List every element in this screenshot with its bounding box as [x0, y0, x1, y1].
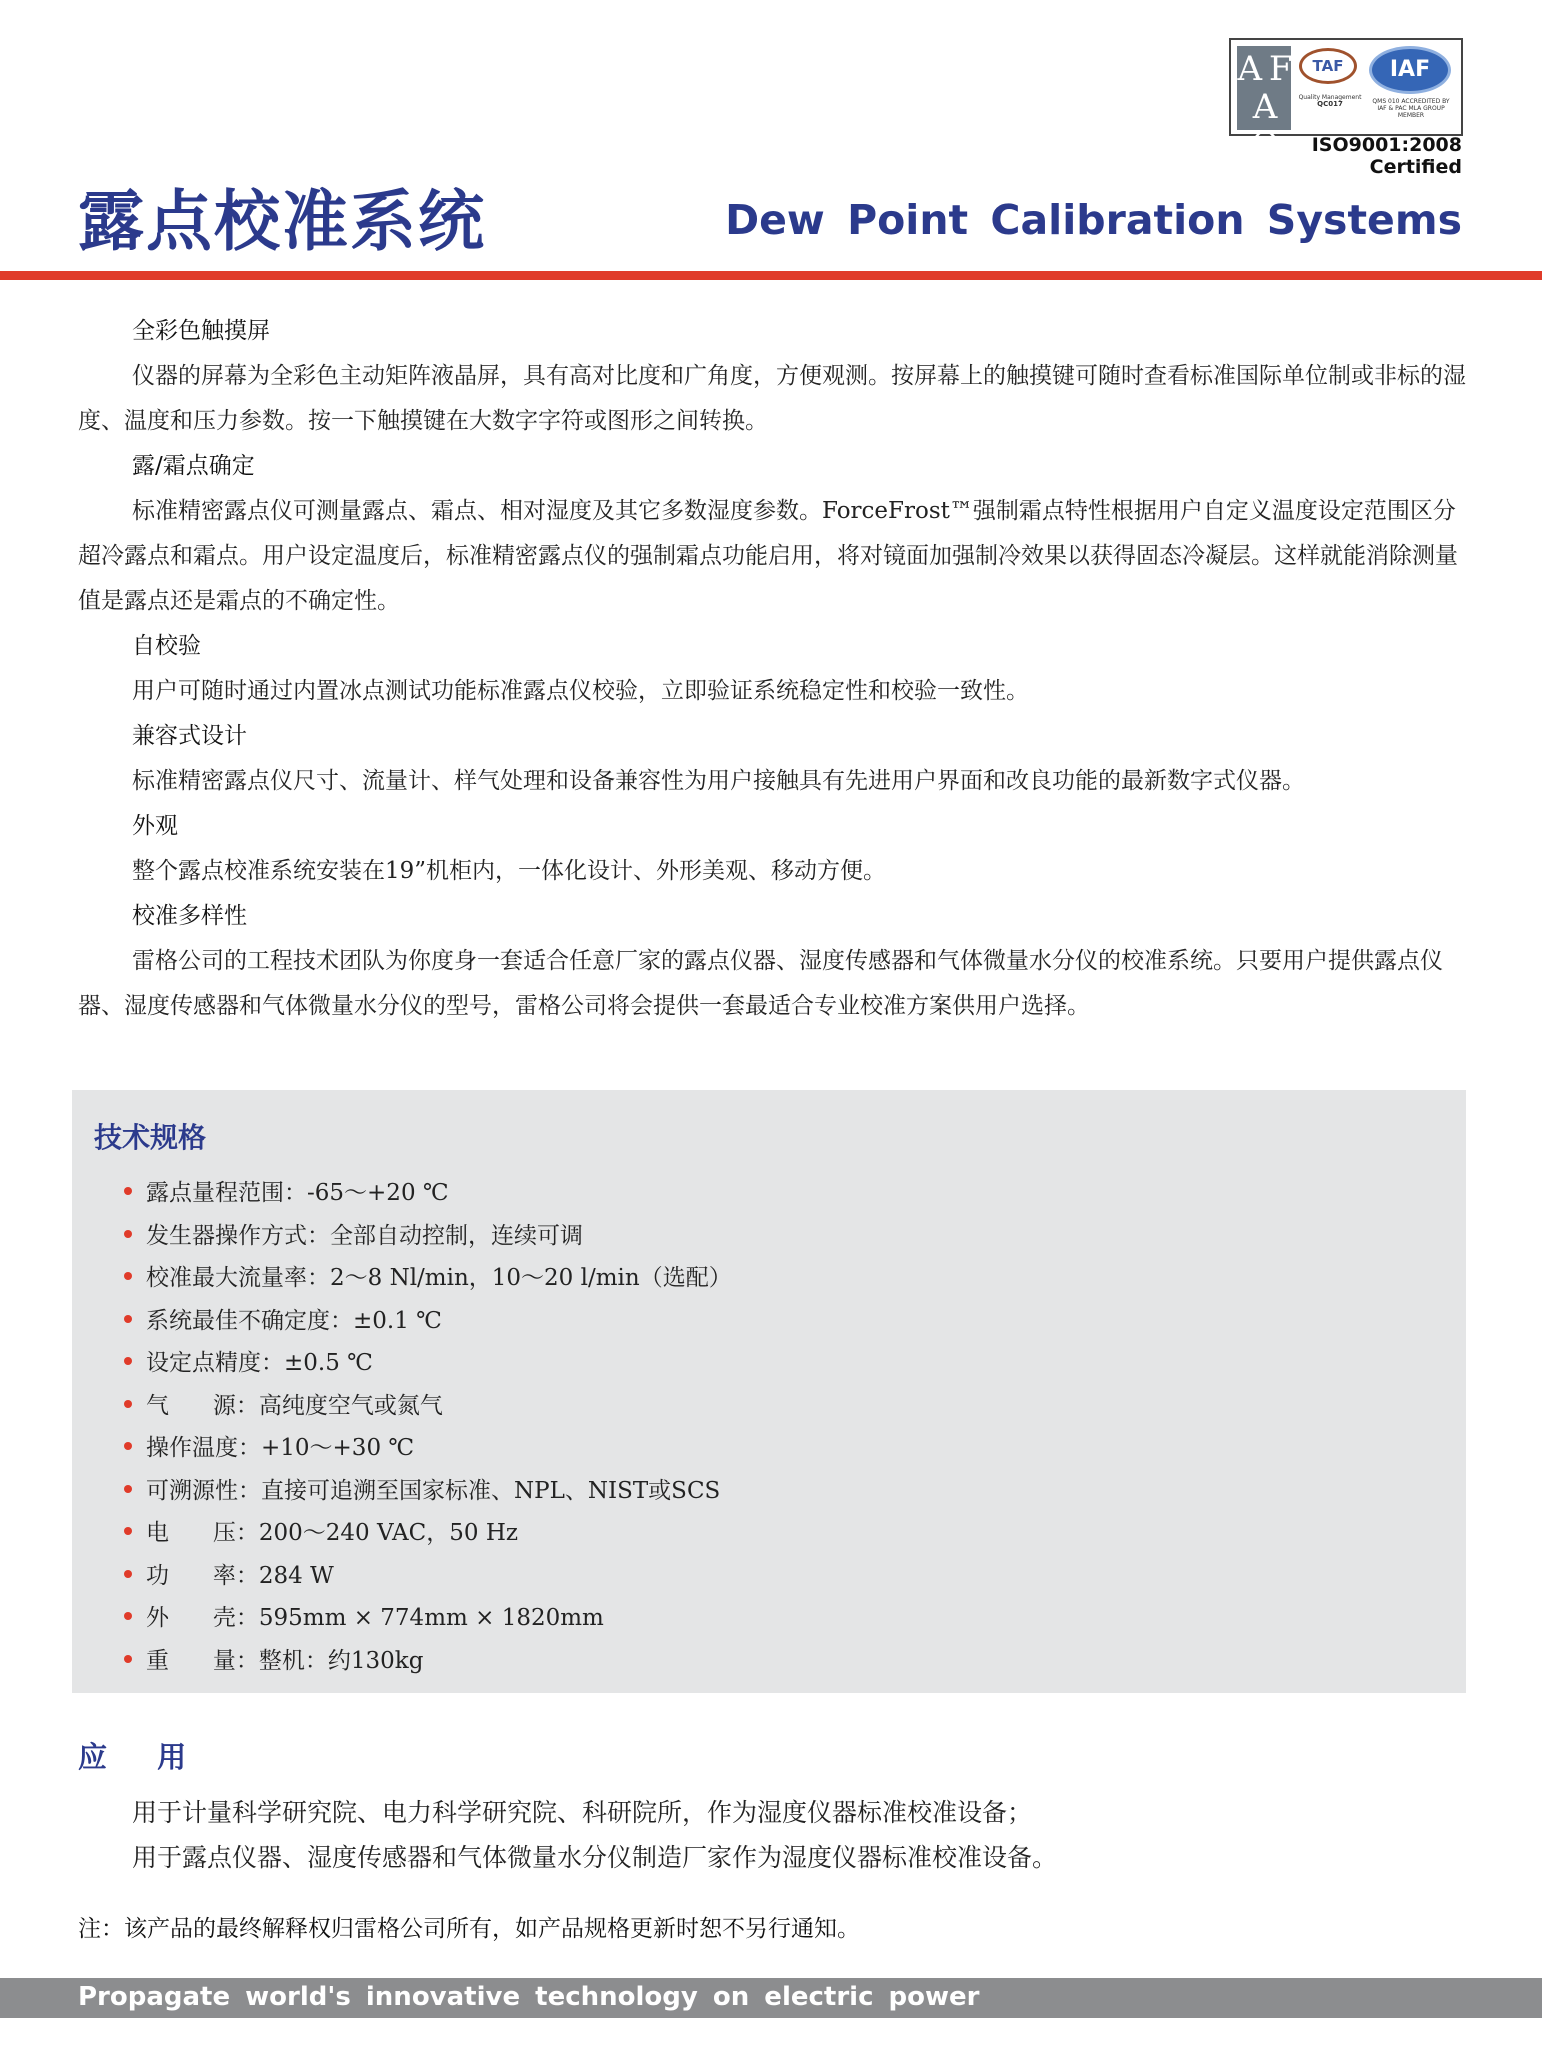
spec-item: 发生器操作方式：全部自动控制，连续可调 [124, 1215, 732, 1258]
spec-item: 系统最佳不确定度：±0.1 ℃ [124, 1300, 732, 1343]
bullet-icon [124, 1570, 132, 1578]
spec-item: 功 率：284 W [124, 1555, 732, 1598]
bullet-icon [124, 1187, 132, 1195]
bullet-icon [124, 1357, 132, 1365]
spec-label: 可溯源性 [146, 1477, 238, 1504]
feature-heading: 露/霜点确定 [132, 453, 255, 479]
spec-item: 操作温度：+10～+30 ℃ [124, 1427, 732, 1470]
spec-label: 操作温度 [146, 1435, 238, 1461]
spec-value: ±0.5 ℃ [284, 1350, 373, 1376]
feature-heading: 外观 [132, 813, 178, 839]
application-list [132, 1790, 1057, 1880]
spec-item: 重 量：整机：约130kg [124, 1640, 732, 1683]
spec-label: 设定点精度 [146, 1350, 261, 1376]
application-line: 用于露点仪器、湿度传感器和气体微量水分仪制造厂家作为湿度仪器标准校准设备。 [132, 1843, 1058, 1872]
specs-title: 技术规格 [94, 1121, 207, 1154]
spec-value: 高纯度空气或氮气 [258, 1392, 443, 1419]
bullet-icon [124, 1485, 132, 1493]
feature-text: 用户可随时通过内置冰点测试功能标准露点仪校验，立即验证系统稳定性和校验一致性。 [132, 678, 1029, 704]
spec-value: -65～+20 ℃ [307, 1180, 449, 1206]
bullet-icon [124, 1527, 132, 1535]
features-section [78, 309, 1468, 1029]
application-title: 应 用 [78, 1740, 187, 1774]
feature-heading: 自校验 [132, 633, 201, 659]
spec-value: 595mm × 774mm × 1820mm [258, 1605, 604, 1631]
iaf-logo-note: QMS 010 ACCREDITED BY IAF & PAC MLA GROUP MEMBER [1372, 98, 1450, 119]
bullet-icon [124, 1655, 132, 1663]
spec-value: ±0.1 ℃ [353, 1307, 442, 1334]
specs-list [124, 1172, 732, 1682]
iaf-logo: IAF [1369, 46, 1451, 94]
bullet-icon [124, 1272, 132, 1280]
header-divider [0, 271, 1542, 280]
feature-heading: 全彩色触摸屏 [132, 318, 270, 344]
spec-label: 外 壳 [146, 1605, 236, 1631]
spec-item: 气 源：高纯度空气或氮气 [124, 1385, 732, 1428]
spec-value: 2～8 Nl/min，10～20 l/min（选配） [330, 1265, 732, 1291]
spec-item: 露点量程范围：-65～+20 ℃ [124, 1172, 732, 1215]
feature-heading: 兼容式设计 [132, 723, 247, 749]
taf-logo: TAF [1299, 48, 1357, 84]
iso-certified-label: ISO9001:2008 Certified [1311, 134, 1462, 178]
application-line: 用于计量科学研究院、电力科学研究院、科研院所，作为湿度仪器标准校准设备； [132, 1798, 1033, 1827]
spec-value: 全部自动控制，连续可调 [330, 1222, 583, 1249]
spec-label: 电 压 [146, 1520, 236, 1546]
bullet-icon [124, 1230, 132, 1238]
specs-panel [72, 1090, 1466, 1693]
footer-slogan: Propagate world's innovative technology on electric power [78, 1982, 980, 2012]
spec-item: 电 压：200～240 VAC，50 Hz [124, 1512, 732, 1555]
spec-value: +10～+30 ℃ [261, 1435, 415, 1461]
afaq-logo: A F A Q [1237, 46, 1291, 130]
spec-item: 外 壳：595mm × 774mm × 1820mm [124, 1597, 732, 1640]
spec-value: 直接可追溯至国家标准、NPL、NIST或SCS [261, 1477, 721, 1504]
page-title-cn: 露点校准系统 [78, 183, 486, 260]
footer-bar [0, 1978, 1542, 2018]
spec-item: 可溯源性：直接可追溯至国家标准、NPL、NIST或SCS [124, 1470, 732, 1513]
feature-text: 仪器的屏幕为全彩色主动矩阵液晶屏，具有高对比度和广角度，方便观测。按屏幕上的触摸键可随时查看标准国际单位制或非标的湿度、温度和压力参数。按一下触摸键在大数字字符或图形之间转换。 [78, 363, 1466, 434]
feature-text: 标准精密露点仪尺寸、流量计、样气处理和设备兼容性为用户接触具有先进用户界面和改良功能的最新数字式仪器。 [132, 768, 1305, 794]
spec-value: 整机：约130kg [258, 1647, 424, 1674]
spec-item: 校准最大流量率：2～8 Nl/min，10～20 l/min（选配） [124, 1257, 732, 1300]
feature-text: 标准精密露点仪可测量露点、霜点、相对湿度及其它多数湿度参数。ForceFrost™强制霜点特性根据用户自定义温度设定范围区分超冷露点和霜点。用户设定温度后，标准精密露点仪的强制霜点功能启用，将对镜面加强制冷效果以获得固态冷凝层。这样就能消除测量值是露点还是霜点的不确定性。 [78, 498, 1458, 614]
spec-label: 露点量程范围 [146, 1180, 284, 1206]
feature-text: 雷格公司的工程技术团队为你度身一套适合任意厂家的露点仪器、湿度传感器和气体微量水分仪的校准系统。只要用户提供露点仪器、湿度传感器和气体微量水分仪的型号，雷格公司将会提供一套最适合专业校准方案供用户选择。 [78, 948, 1443, 1019]
spec-label: 重 量 [146, 1647, 236, 1674]
taf-logo-note: Quality Management QC017 [1298, 94, 1362, 108]
spec-value: 200～240 VAC，50 Hz [258, 1520, 518, 1546]
spec-item: 设定点精度：±0.5 ℃ [124, 1342, 732, 1385]
spec-label: 系统最佳不确定度 [146, 1307, 330, 1334]
feature-heading: 校准多样性 [132, 903, 247, 929]
spec-value: 284 W [258, 1562, 334, 1589]
bullet-icon [124, 1315, 132, 1323]
bullet-icon [124, 1400, 132, 1408]
feature-text: 整个露点校准系统安装在19”机柜内，一体化设计、外形美观、移动方便。 [132, 858, 887, 884]
spec-label: 气 源 [146, 1392, 236, 1419]
page-title-en: Dew Point Calibration Systems [725, 196, 1462, 244]
bullet-icon [124, 1612, 132, 1620]
spec-label: 功 率 [146, 1562, 236, 1589]
spec-label: 校准最大流量率 [146, 1265, 307, 1291]
bullet-icon [124, 1442, 132, 1450]
disclaimer-note: 注：该产品的最终解释权归雷格公司所有，如产品规格更新时恕不另行通知。 [78, 1916, 860, 1942]
spec-label: 发生器操作方式 [146, 1222, 307, 1249]
